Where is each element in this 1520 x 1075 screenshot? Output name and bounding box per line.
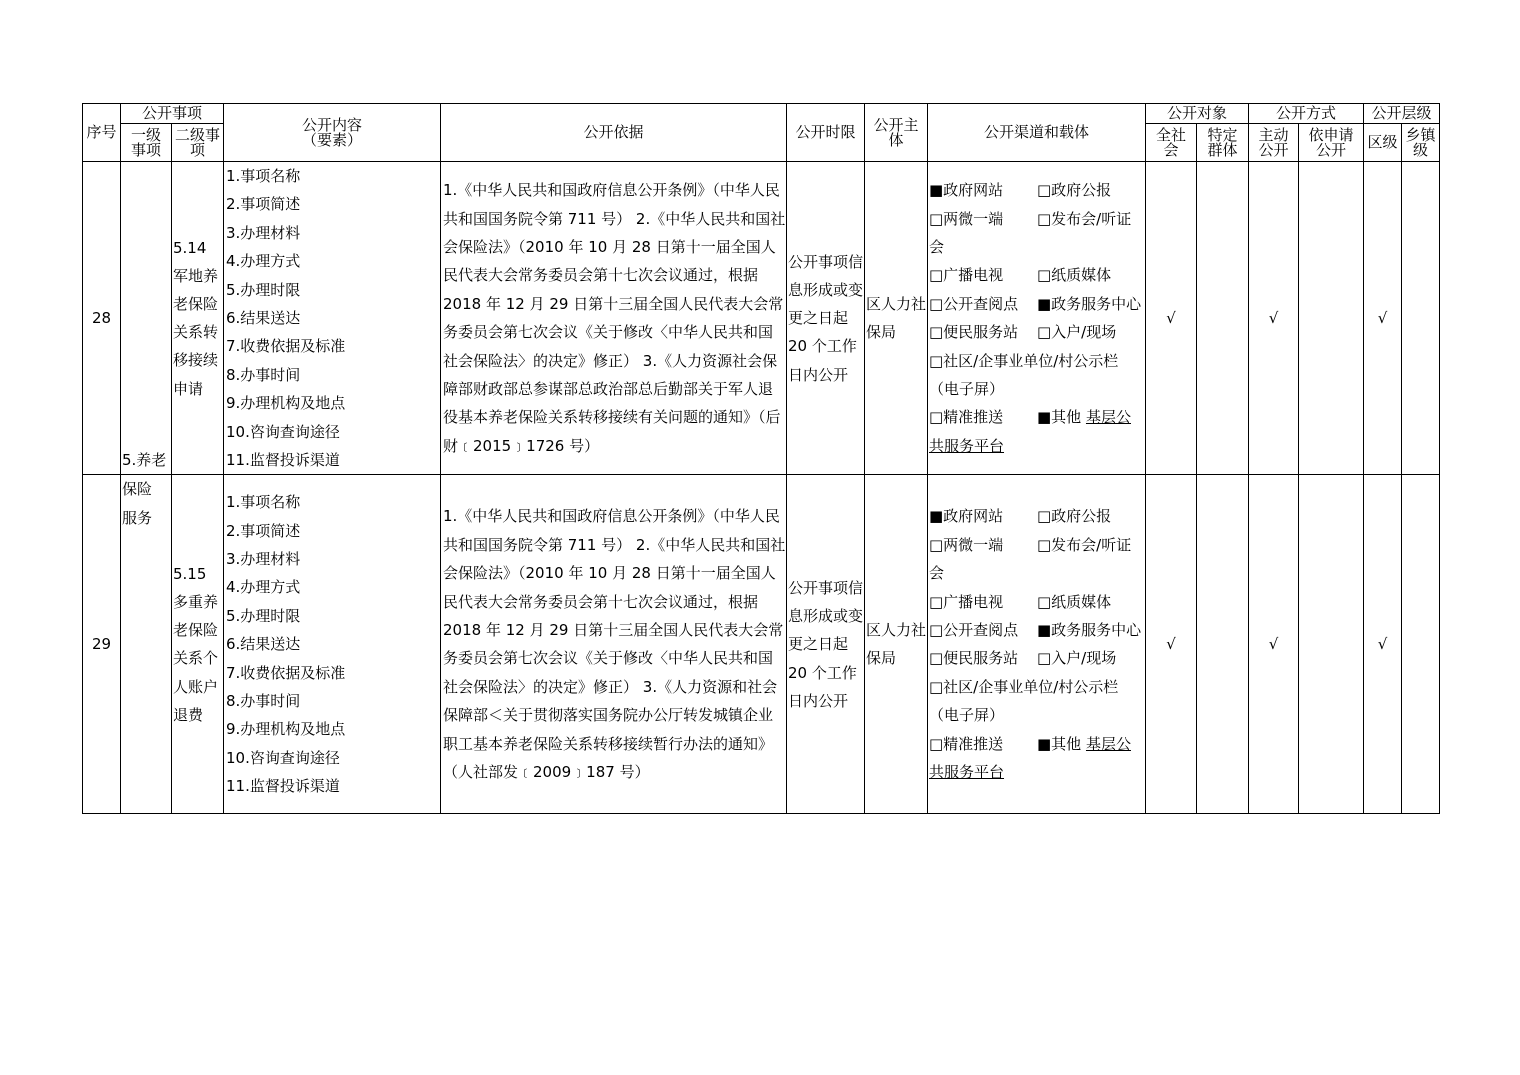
channel-option: □政府公报 [1037,181,1112,200]
content-item: 5.办理时限 [226,280,301,299]
channel-option: □两微一端 [929,535,1004,554]
header-content-line1: 公开内容 [301,115,362,134]
header-method: 公开方式 [1249,104,1364,124]
header-public-item: 公开事项 [121,104,224,124]
channel-option: □纸质媒体 [1037,266,1112,285]
header-level1 [121,124,172,162]
disclosure-table-sheet [82,103,1440,814]
channel-option: （电子屏） [929,380,1005,399]
content-item: 8.办事时间 [226,692,301,711]
header-target-all-line1: 全社 [1155,125,1186,144]
channel-option: □社区/企事业单位/村公示栏 [929,677,1119,696]
method-request-mark [1299,475,1364,814]
channel-option: □精准推送 [929,408,1004,427]
category-part3: 服务 [122,508,153,527]
content-item: 2.事项简述 [226,521,301,540]
content-item: 7.收费依据及标准 [226,337,346,356]
channel-list [928,162,1146,475]
channel-option: □精准推送 [929,734,1004,753]
header-subject-line2: 体 [888,130,904,149]
level-district-mark: √ [1364,162,1402,475]
header-content [224,104,441,162]
content-item: 10.咨询查询途径 [226,748,340,767]
table-row [83,475,1440,814]
content-item: 2.事项简述 [226,195,301,214]
header-level-town-line1: 乡镇 [1405,125,1436,144]
header-target: 公开对象 [1146,104,1249,124]
channel-option: □入户/现场 [1037,649,1117,668]
content-item: 11.监督投诉渠道 [226,451,340,470]
channel-option: ■政务服务中心 [1037,621,1142,640]
header-subject-line1: 公开主 [873,115,919,134]
header-level2 [172,124,224,162]
header-target-specific-line2: 群体 [1207,140,1238,159]
channel-option: □广播电视 [929,592,1004,611]
content-item: 11.监督投诉渠道 [226,777,340,796]
content-item: 10.咨询查询途径 [226,422,340,441]
channel-option: ■政府网站 [929,507,1004,526]
channel-option: ■政府网站 [929,181,1004,200]
method-active-mark: √ [1249,162,1299,475]
header-method-active-line2: 公开 [1258,140,1289,159]
content-item: 7.收费依据及标准 [226,663,346,682]
basis-text: 1.《中华人民共和国政府信息公开条例》（中华人民共和国国务院令第 711 号） 2.《中华人民共和国社会保险法》（2010 年 10 月 28 日第十一届全国人民代表大会常务委员会第十七次会议通过，根据 2018 年 12 月 29 日第十三届全国人民代表大会常务委员会第七次会议《关于修改〈中华人民共和国社会保险法〉的决定》修正） 3.《人力资源和社会保障部＜关于贯彻落实国务院办公厅转发城镇企业职工基本养老保险关系转移接续暂行办法的通知》（人社部发﹝2009﹞187 号） [441,475,787,814]
content-item: 3.办理材料 [226,223,301,242]
header-target-specific [1197,124,1249,162]
content-list [224,162,441,475]
level-town-mark [1402,475,1440,814]
channel-option: □社区/企事业单位/村公示栏 [929,351,1119,370]
method-active-mark: √ [1249,475,1299,814]
header-level-district: 区级 [1364,124,1402,162]
target-specific-mark [1197,475,1249,814]
disclosure-table [82,103,1440,814]
content-item: 3.办理材料 [226,550,301,569]
header-level-town [1402,124,1440,162]
channel-option: □政府公报 [1037,507,1112,526]
row-seq: 29 [83,475,121,814]
header-level1-line2: 事项 [130,140,161,159]
content-item: 6.结果送达 [226,309,301,328]
header-level2-line2: 项 [189,140,205,159]
content-item: 5.办理时限 [226,606,301,625]
sub-item: 5.15 多重养老保险关系个人账户退费 [172,475,224,814]
channel-option: ■其他 [1037,734,1082,753]
content-list [224,475,441,814]
channel-list [928,475,1146,814]
header-content-line2: （要素） [301,130,362,149]
channel-option: □入户/现场 [1037,323,1117,342]
channel-option: □便民服务站 [929,323,1019,342]
basis-text: 1.《中华人民共和国政府信息公开条例》（中华人民共和国国务院令第 711 号） 2.《中华人民共和国社会保险法》（2010 年 10 月 28 日第十一届全国人民代表大会常务委员会第十七次会议通过，根据 2018 年 12 月 29 日第十三届全国人民代表大会常务委员会第七次会议《关于修改〈中华人民共和国社会保险法〉的决定》修正） 3.《人力资源社会保障部财政部总参谋部总政治部总后勤部关于军人退役基本养老保险关系转移接续有关问题的通知》（后财﹝2015﹞1726 号） [441,162,787,475]
channel-option: ■其他 [1037,408,1082,427]
table-row [83,162,1440,475]
channel-option: （电子屏） [929,706,1005,725]
header-method-active [1249,124,1299,162]
category-cell-part2 [121,475,172,814]
channel-option: □公开查阅点 [929,621,1019,640]
channel-other-value: 共服务平台 [929,436,1005,455]
target-specific-mark [1197,162,1249,475]
target-all-mark: √ [1146,162,1197,475]
header-time-limit: 公开时限 [787,104,865,162]
channel-option: □公开查阅点 [929,294,1019,313]
sub-item: 5.14 军地养老保险关系转移接续申请 [172,162,224,475]
subject: 区人力社保局 [865,162,928,475]
category-part1: 5.养老 [122,451,167,470]
channel-other-value: 基层公 [1085,408,1131,427]
content-item: 4.办理方式 [226,252,301,271]
content-item: 8.办事时间 [226,365,301,384]
header-level-town-line2: 级 [1412,140,1428,159]
header-method-request-line2: 公开 [1315,140,1346,159]
channel-option: □广播电视 [929,266,1004,285]
channel-option: 会 [929,238,945,257]
content-item: 1.事项名称 [226,167,301,185]
header-channel: 公开渠道和载体 [928,104,1146,162]
content-item: 9.办理机构及地点 [226,720,346,739]
header-level: 公开层级 [1364,104,1440,124]
header-level1-line1: 一级 [130,125,161,144]
content-item: 1.事项名称 [226,493,301,512]
channel-other-value: 基层公 [1085,734,1131,753]
category-part2: 保险 [122,480,153,499]
content-item: 6.结果送达 [226,635,301,654]
row-seq: 28 [83,162,121,475]
header-subject [865,104,928,162]
channel-other-value: 共服务平台 [929,763,1005,782]
channel-option: □发布会/听证 [1037,535,1132,554]
header-row-1 [83,104,1440,124]
channel-option: ■政务服务中心 [1037,294,1142,313]
header-target-all [1146,124,1197,162]
channel-option: □纸质媒体 [1037,592,1112,611]
channel-option: □两微一端 [929,209,1004,228]
header-target-specific-line1: 特定 [1207,125,1238,144]
target-all-mark: √ [1146,475,1197,814]
header-basis: 公开依据 [441,104,787,162]
content-item: 9.办理机构及地点 [226,394,346,413]
header-seq: 序号 [83,104,121,162]
header-level2-line1: 二级事 [174,125,220,144]
channel-option: □发布会/听证 [1037,209,1132,228]
method-request-mark [1299,162,1364,475]
header-method-request-line1: 依申请 [1308,125,1354,144]
channel-option: 会 [929,564,945,583]
header-method-active-line1: 主动 [1258,125,1289,144]
time-limit: 公开事项信息形成或变更之日起 20 个工作日内公开 [787,475,865,814]
category-cell-part1 [121,162,172,475]
header-target-all-line2: 会 [1163,140,1179,159]
level-district-mark: √ [1364,475,1402,814]
subject: 区人力社保局 [865,475,928,814]
level-town-mark [1402,162,1440,475]
content-item: 4.办理方式 [226,578,301,597]
time-limit: 公开事项信息形成或变更之日起 20 个工作日内公开 [787,162,865,475]
channel-option: □便民服务站 [929,649,1019,668]
header-method-request [1299,124,1364,162]
